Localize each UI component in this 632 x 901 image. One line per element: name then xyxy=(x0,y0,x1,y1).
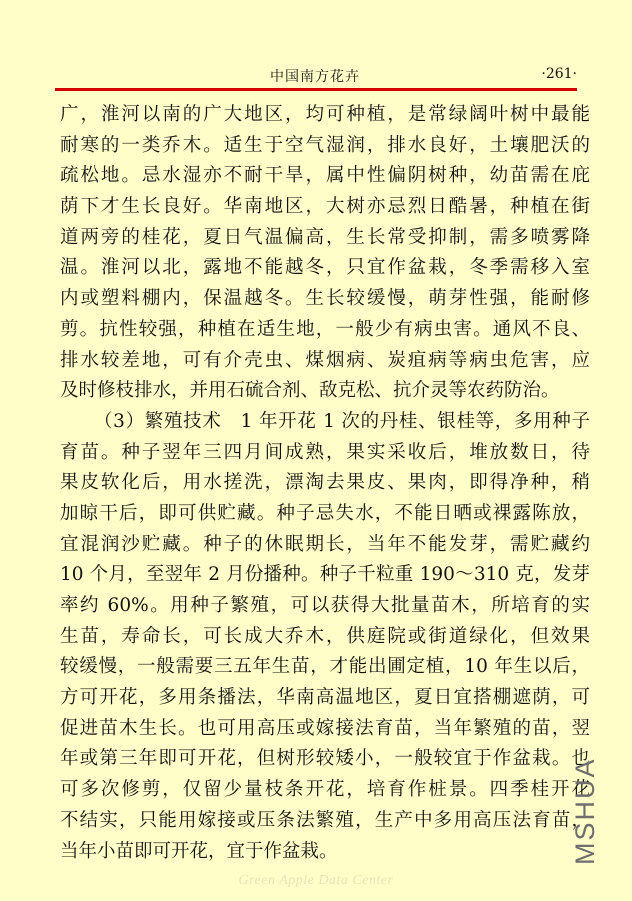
text-line: 及时修枝排水，并用石硫合剂、敌克松、抗介灵等农药防治。 xyxy=(60,380,560,402)
text-line: 不结实，只能用嫁接或压条法繁殖，生产中多用高压法育苗， xyxy=(60,809,590,831)
text-line: 耐寒的一类乔木。适生于空气湿润，排水良好，土壤肥沃的 xyxy=(60,134,590,156)
text-line: 方可开花，多用条播法，华南高温地区，夏日宜搭棚遮荫，可 xyxy=(60,687,590,709)
book-title: 中国南方花卉 xyxy=(270,69,360,85)
text-line: 促进苗木生长。也可用高压或嫁接法育苗，当年繁殖的苗，翌 xyxy=(60,717,590,739)
text-line: 荫下才生长良好。华南地区，大树亦忌烈日酷暑，种植在街 xyxy=(60,196,590,218)
running-header xyxy=(52,66,577,88)
text-line: 10 个月，至翌年 2 月份播种。种子千粒重 190～310 克，发芽 xyxy=(60,564,590,586)
text-line: 可多次修剪，仅留少量枝条开花，培育作桩景。四季桂开花 xyxy=(60,779,590,801)
text-line: 加晾干后，即可供贮藏。种子忌失水，不能日晒或裸露陈放， xyxy=(60,502,590,524)
text-line: 道两旁的桂花，夏日气温偏高，生长常受抑制，需多喷雾降 xyxy=(60,226,590,248)
text-line: 疏松地。忌水湿亦不耐干旱，属中性偏阴树种，幼苗需在庇 xyxy=(60,165,590,187)
body-text xyxy=(60,100,590,867)
footer-watermark: Green Apple Data Center xyxy=(238,873,394,888)
text-line: 育苗。种子翌年三四月间成熟，果实采收后，堆放数日，待 xyxy=(60,441,590,463)
text-line: 生苗，寿命长，可长成大乔木，供庭院或街道绿化，但效果 xyxy=(60,625,590,647)
text-line: 率约 60%。用种子繁殖，可以获得大批量苗木，所培育的实 xyxy=(60,595,590,616)
text-line: 年或第三年即可开花，但树形较矮小，一般较宜于作盆栽。也 xyxy=(60,748,590,770)
section-heading-line: （3）繁殖技术 1 年开花 1 次的丹桂、银桂等，多用种子 xyxy=(94,410,590,432)
page-number: ·261· xyxy=(541,66,577,82)
header-divider xyxy=(55,88,577,91)
text-line: 排水较差地，可有介壳虫、煤烟病、炭疽病等病虫危害，应 xyxy=(60,349,590,371)
text-line: 温。淮河以北，露地不能越冬，只宜作盆栽，冬季需移入室 xyxy=(60,257,590,279)
side-watermark: MSHUA xyxy=(570,757,600,865)
text-line: 剪。抗性较强，种植在适生地，一般少有病虫害。通风不良、 xyxy=(60,318,590,340)
text-line: 果皮软化后，用水搓洗，漂淘去果皮、果肉，即得净种，稍 xyxy=(60,472,590,494)
text-line: 内或塑料棚内，保温越冬。生长较缓慢，萌芽性强，能耐修 xyxy=(60,288,590,310)
text-line: 当年小苗即可开花，宜于作盆栽。 xyxy=(60,840,338,862)
text-line: 宜混润沙贮藏。种子的休眠期长，当年不能发芽，需贮藏约 xyxy=(60,533,590,555)
text-line: 较缓慢，一般需要三五年生苗，才能出圃定植，10 年生以后， xyxy=(60,656,590,678)
text-line: 广，淮河以南的广大地区，均可种植，是常绿阔叶树中最能 xyxy=(60,104,590,125)
